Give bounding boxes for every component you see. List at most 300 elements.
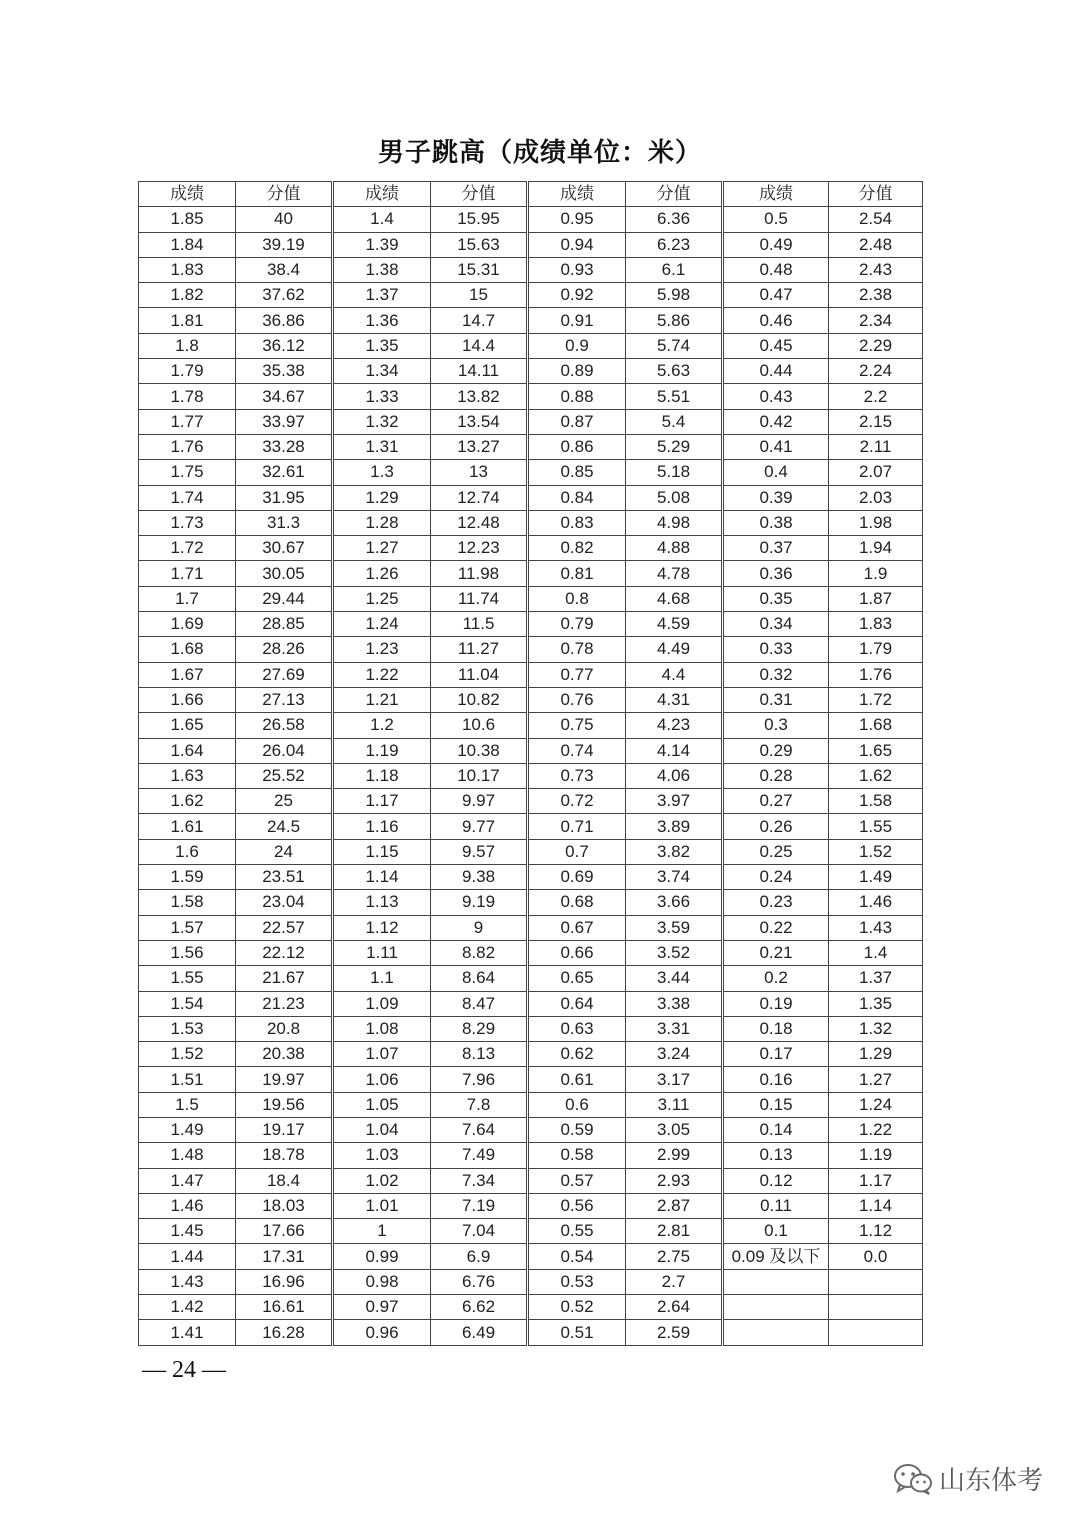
score-cell: 1.1 [333,966,431,991]
points-cell: 2.64 [626,1295,723,1320]
points-cell: 32.61 [236,460,333,485]
score-cell: 1.26 [333,561,431,586]
score-cell: 0.45 [723,333,829,358]
points-cell: 6.76 [431,1269,528,1294]
points-cell: 4.78 [626,561,723,586]
score-cell: 0.33 [723,637,829,662]
points-cell: 2.2 [829,384,923,409]
table-row [139,409,923,434]
points-cell: 3.66 [626,890,723,915]
table-body [139,207,923,1345]
score-cell: 1.29 [333,485,431,510]
score-cell: 0.39 [723,485,829,510]
score-cell: 1.53 [139,1016,236,1041]
points-cell: 1.87 [829,586,923,611]
table-row [139,586,923,611]
points-cell: 1.19 [829,1143,923,1168]
points-cell: 10.17 [431,763,528,788]
score-cell: 1.85 [139,207,236,232]
table-row [139,207,923,232]
points-cell: 31.3 [236,510,333,535]
points-cell: 2.81 [626,1219,723,1244]
table-row [139,359,923,384]
page-title: 男子跳高（成绩单位：米） [377,138,702,168]
score-cell: 0.52 [528,1295,626,1320]
score-cell: 1.79 [139,359,236,384]
points-cell: 19.56 [236,1092,333,1117]
points-cell: 7.49 [431,1143,528,1168]
points-cell: 2.59 [626,1320,723,1345]
score-cell: 1.17 [333,789,431,814]
points-cell: 2.93 [626,1168,723,1193]
points-cell: 3.82 [626,839,723,864]
points-cell: 25 [236,789,333,814]
points-cell: 4.98 [626,510,723,535]
points-cell: 3.97 [626,789,723,814]
points-cell: 10.6 [431,713,528,738]
points-cell: 13.82 [431,384,528,409]
points-cell: 3.38 [626,991,723,1016]
points-cell: 1.35 [829,991,923,1016]
score-cell: 0.26 [723,814,829,839]
score-cell: 1.48 [139,1143,236,1168]
score-cell: 0.29 [723,738,829,763]
score-cell: 1.33 [333,384,431,409]
points-cell: 23.04 [236,890,333,915]
points-cell: 7.19 [431,1193,528,1218]
score-cell: 1.18 [333,763,431,788]
score-cell: 0.87 [528,409,626,434]
points-cell: 3.05 [626,1117,723,1142]
points-cell: 9.77 [431,814,528,839]
points-cell: 7.8 [431,1092,528,1117]
points-cell: 36.86 [236,308,333,333]
table-row [139,789,923,814]
table-row [139,434,923,459]
points-cell: 1.72 [829,687,923,712]
score-cell: 1.83 [139,257,236,282]
points-cell: 34.67 [236,384,333,409]
score-cell: 0.83 [528,510,626,535]
score-cell: 0.59 [528,1117,626,1142]
table-row [139,257,923,282]
score-cell: 1.38 [333,257,431,282]
score-cell: 1.78 [139,384,236,409]
score-cell: 1.73 [139,510,236,535]
score-cell: 0.92 [528,283,626,308]
score-cell: 1.35 [333,333,431,358]
score-cell: 0.64 [528,991,626,1016]
points-cell: 12.48 [431,510,528,535]
points-cell: 17.66 [236,1219,333,1244]
points-cell: 6.49 [431,1320,528,1345]
points-cell: 6.9 [431,1244,528,1269]
score-cell: 1.59 [139,865,236,890]
points-cell: 7.34 [431,1168,528,1193]
page-number: — 24 — [142,1357,226,1383]
score-cell: 1.06 [333,1067,431,1092]
points-cell: 20.8 [236,1016,333,1041]
score-cell: 1.08 [333,1016,431,1041]
points-cell: 13 [431,460,528,485]
points-cell: 5.74 [626,333,723,358]
score-cell: 0.63 [528,1016,626,1041]
points-cell: 12.23 [431,536,528,561]
points-cell: 2.24 [829,359,923,384]
points-cell: 23.51 [236,865,333,890]
score-cell: 1.39 [333,232,431,257]
header-score-cell: 成绩 [723,182,829,207]
score-cell: 1.55 [139,966,236,991]
score-cell: 0.44 [723,359,829,384]
score-cell: 1.58 [139,890,236,915]
table-row [139,283,923,308]
points-cell: 1.83 [829,612,923,637]
points-cell: 1.46 [829,890,923,915]
points-cell: 2.87 [626,1193,723,1218]
points-cell: 6.1 [626,257,723,282]
points-cell: 15 [431,283,528,308]
table-row [139,1320,923,1345]
points-cell: 5.86 [626,308,723,333]
table-row [139,460,923,485]
points-cell: 4.68 [626,586,723,611]
score-cell: 0.75 [528,713,626,738]
score-cell: 1.42 [139,1295,236,1320]
points-cell: 5.4 [626,409,723,434]
points-cell: 29.44 [236,586,333,611]
points-cell: 1.79 [829,637,923,662]
points-cell: 4.06 [626,763,723,788]
score-cell: 0.36 [723,561,829,586]
score-cell: 1.68 [139,637,236,662]
score-cell: 1.5 [139,1092,236,1117]
table-row [139,1193,923,1218]
score-cell: 0.58 [528,1143,626,1168]
table-row [139,839,923,864]
score-cell: 0.56 [528,1193,626,1218]
score-cell: 0.57 [528,1168,626,1193]
points-cell: 5.18 [626,460,723,485]
points-cell: 30.05 [236,561,333,586]
score-cell: 1.43 [139,1269,236,1294]
table-row [139,384,923,409]
points-cell: 1.17 [829,1168,923,1193]
table-row [139,865,923,890]
score-cell: 0.82 [528,536,626,561]
score-cell: 1.15 [333,839,431,864]
points-cell: 3.59 [626,915,723,940]
points-cell: 3.44 [626,966,723,991]
points-cell: 3.74 [626,865,723,890]
points-cell: 2.48 [829,232,923,257]
score-cell: 1.65 [139,713,236,738]
score-cell: 1.47 [139,1168,236,1193]
points-cell: 24.5 [236,814,333,839]
points-cell: 2.38 [829,283,923,308]
points-cell: 1.94 [829,536,923,561]
score-cell: 0.71 [528,814,626,839]
points-cell: 4.23 [626,713,723,738]
points-cell: 0.0 [829,1244,923,1269]
points-cell: 3.52 [626,940,723,965]
points-cell: 26.04 [236,738,333,763]
score-cell: 0.61 [528,1067,626,1092]
score-cell: 1.56 [139,940,236,965]
points-cell: 16.96 [236,1269,333,1294]
points-cell: 28.85 [236,612,333,637]
score-cell: 0.73 [528,763,626,788]
header-score-cell: 成绩 [528,182,626,207]
score-cell: 0.91 [528,308,626,333]
score-cell: 0.8 [528,586,626,611]
points-cell: 18.03 [236,1193,333,1218]
score-cell: 0.93 [528,257,626,282]
points-cell: 1.49 [829,865,923,890]
table-row [139,1143,923,1168]
table-row [139,612,923,637]
points-cell: 2.99 [626,1143,723,1168]
table-row [139,536,923,561]
points-cell: 9.19 [431,890,528,915]
points-cell: 38.4 [236,257,333,282]
score-cell: 0.99 [333,1244,431,1269]
points-cell: 5.63 [626,359,723,384]
points-cell: 7.96 [431,1067,528,1092]
header-points-cell: 分值 [431,182,528,207]
score-cell [723,1269,829,1294]
score-cell: 1.01 [333,1193,431,1218]
points-cell: 22.12 [236,940,333,965]
score-cell: 0.67 [528,915,626,940]
points-cell [829,1269,923,1294]
score-cell: 1.52 [139,1042,236,1067]
points-cell: 35.38 [236,359,333,384]
score-cell: 0.42 [723,409,829,434]
points-cell: 1.65 [829,738,923,763]
points-cell: 1.4 [829,940,923,965]
points-cell: 4.59 [626,612,723,637]
points-cell: 1.29 [829,1042,923,1067]
header-points-cell: 分值 [236,182,333,207]
points-cell: 27.69 [236,662,333,687]
points-cell: 4.49 [626,637,723,662]
table-row [139,1092,923,1117]
table-row [139,1219,923,1244]
score-cell: 0.89 [528,359,626,384]
score-cell: 1.81 [139,308,236,333]
score-cell: 0.14 [723,1117,829,1142]
score-cell: 0.88 [528,384,626,409]
score-cell: 0.32 [723,662,829,687]
score-cell: 0.17 [723,1042,829,1067]
points-cell: 3.17 [626,1067,723,1092]
score-cell: 0.3 [723,713,829,738]
score-cell: 0.76 [528,687,626,712]
table-row [139,637,923,662]
points-cell: 6.36 [626,207,723,232]
score-cell: 0.98 [333,1269,431,1294]
table-row [139,966,923,991]
score-cell: 0.24 [723,865,829,890]
points-cell: 6.62 [431,1295,528,1320]
score-cell: 1.7 [139,586,236,611]
score-cell: 0.85 [528,460,626,485]
score-cell: 0.86 [528,434,626,459]
score-cell: 1.62 [139,789,236,814]
table-row [139,1117,923,1142]
points-cell: 1.27 [829,1067,923,1092]
points-cell: 2.34 [829,308,923,333]
points-cell: 1.24 [829,1092,923,1117]
score-cell: 1.77 [139,409,236,434]
points-cell: 25.52 [236,763,333,788]
score-cell: 0.34 [723,612,829,637]
score-cell: 1.05 [333,1092,431,1117]
score-cell: 0.47 [723,283,829,308]
points-cell: 20.38 [236,1042,333,1067]
score-cell: 1.21 [333,687,431,712]
score-cell: 1.74 [139,485,236,510]
header-score-cell: 成绩 [333,182,431,207]
score-cell: 1.02 [333,1168,431,1193]
table-row [139,510,923,535]
score-cell: 1.46 [139,1193,236,1218]
points-cell: 1.32 [829,1016,923,1041]
score-cell: 1.72 [139,536,236,561]
points-cell: 9.38 [431,865,528,890]
table-row [139,991,923,1016]
score-cell: 0.84 [528,485,626,510]
score-cell: 1.19 [333,738,431,763]
table-row [139,232,923,257]
score-cell: 0.48 [723,257,829,282]
points-cell: 18.4 [236,1168,333,1193]
score-cell: 1.84 [139,232,236,257]
score-cell: 0.13 [723,1143,829,1168]
points-cell: 24 [236,839,333,864]
score-cell: 0.81 [528,561,626,586]
points-cell: 9.57 [431,839,528,864]
points-cell: 1.14 [829,1193,923,1218]
points-cell: 13.27 [431,434,528,459]
score-cell: 1.28 [333,510,431,535]
score-cell: 1.37 [333,283,431,308]
points-cell: 3.11 [626,1092,723,1117]
points-cell: 5.51 [626,384,723,409]
points-cell: 15.63 [431,232,528,257]
score-cell: 1.49 [139,1117,236,1142]
points-cell: 10.38 [431,738,528,763]
score-cell: 0.38 [723,510,829,535]
score-cell: 0.96 [333,1320,431,1345]
score-cell: 0.5 [723,207,829,232]
points-cell: 19.97 [236,1067,333,1092]
points-cell: 10.82 [431,687,528,712]
points-cell: 11.98 [431,561,528,586]
points-cell: 2.03 [829,485,923,510]
score-cell: 1.27 [333,536,431,561]
score-cell: 1.31 [333,434,431,459]
points-cell: 4.14 [626,738,723,763]
score-cell: 1.66 [139,687,236,712]
table-row [139,1067,923,1092]
score-cell: 1.14 [333,865,431,890]
points-cell: 1.55 [829,814,923,839]
points-cell: 16.61 [236,1295,333,1320]
points-cell: 2.75 [626,1244,723,1269]
score-cell: 1.44 [139,1244,236,1269]
table-row [139,890,923,915]
points-cell [829,1295,923,1320]
score-cell: 1.09 [333,991,431,1016]
score-cell: 0.1 [723,1219,829,1244]
score-cell: 1.32 [333,409,431,434]
points-cell: 5.98 [626,283,723,308]
score-cell: 0.51 [528,1320,626,1345]
points-cell: 18.78 [236,1143,333,1168]
points-cell: 15.31 [431,257,528,282]
score-cell: 0.27 [723,789,829,814]
points-cell: 1.22 [829,1117,923,1142]
score-cell: 1.6 [139,839,236,864]
points-cell: 2.11 [829,434,923,459]
score-cell: 1.41 [139,1320,236,1345]
score-cell: 0.19 [723,991,829,1016]
points-cell: 7.64 [431,1117,528,1142]
score-cell: 1.51 [139,1067,236,1092]
score-cell: 0.78 [528,637,626,662]
score-cell [723,1320,829,1345]
points-cell: 3.89 [626,814,723,839]
table-row [139,1016,923,1041]
table-row [139,308,923,333]
table-row [139,915,923,940]
score-cell: 1.12 [333,915,431,940]
score-cell: 0.21 [723,940,829,965]
score-cell: 1.71 [139,561,236,586]
score-cell: 0.95 [528,207,626,232]
score-cell: 1.04 [333,1117,431,1142]
points-cell: 1.43 [829,915,923,940]
points-cell: 11.04 [431,662,528,687]
table-row [139,333,923,358]
score-cell: 0.49 [723,232,829,257]
points-cell: 1.37 [829,966,923,991]
points-cell: 15.95 [431,207,528,232]
points-cell: 27.13 [236,687,333,712]
points-cell: 16.28 [236,1320,333,1345]
score-cell: 0.15 [723,1092,829,1117]
points-cell [829,1320,923,1345]
score-cell: 0.53 [528,1269,626,1294]
points-cell: 11.5 [431,612,528,637]
score-cell: 0.79 [528,612,626,637]
score-cell: 1.3 [333,460,431,485]
table-row [139,814,923,839]
points-cell: 8.64 [431,966,528,991]
score-cell: 1.16 [333,814,431,839]
points-cell: 1.76 [829,662,923,687]
points-cell: 31.95 [236,485,333,510]
score-cell: 0.41 [723,434,829,459]
score-cell: 0.66 [528,940,626,965]
points-cell: 33.97 [236,409,333,434]
points-cell: 19.17 [236,1117,333,1142]
table-row [139,713,923,738]
points-cell: 8.47 [431,991,528,1016]
score-cell: 0.55 [528,1219,626,1244]
